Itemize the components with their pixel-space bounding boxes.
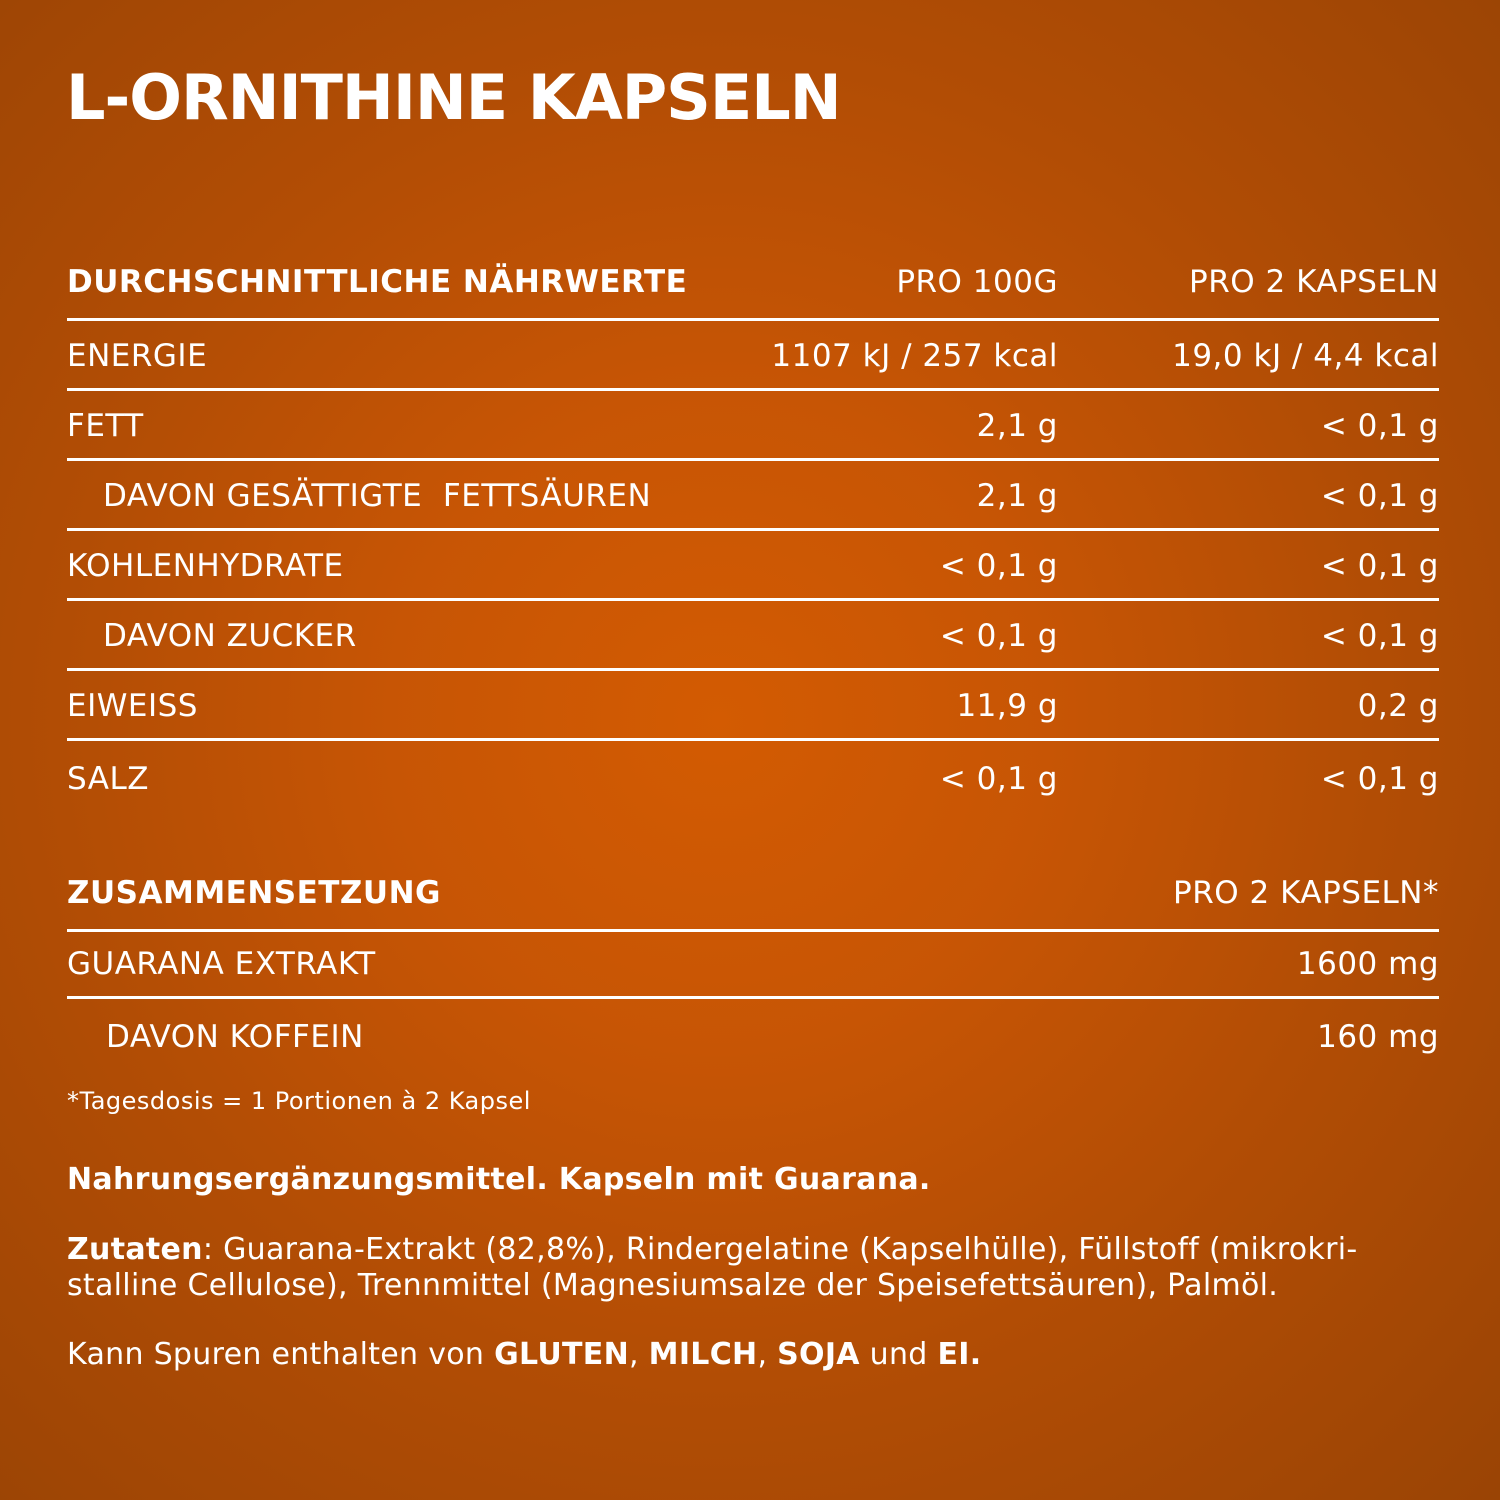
table-row	[67, 932, 1439, 999]
row-value-per-2-capsules: < 0,1 g	[1320, 761, 1439, 797]
row-label: SALZ	[67, 761, 149, 797]
row-value-per-2-capsules: < 0,1 g	[1320, 618, 1439, 654]
nutrition-header-per-2-capsules: PRO 2 KAPSELN	[1189, 264, 1439, 300]
allergen-notice	[67, 1337, 1439, 1373]
row-label: ENERGIE	[67, 338, 208, 374]
nutrition-table	[67, 251, 1439, 811]
ingredients-text: : Guarana-Extrakt (82,8%), Rindergelatine (Kapselhülle), Füllstoff (mikrokri-stalline Cellulose), Trennmittel (Magnesiumsalze der Speisefettsäuren), Palmöl.	[67, 1232, 1358, 1303]
row-value-per-2-capsules: < 0,1 g	[1320, 548, 1439, 584]
allergen-milk: MILCH	[648, 1337, 758, 1372]
row-value-per-2-capsules: < 0,1 g	[1320, 408, 1439, 444]
nutrition-header-label: DURCHSCHNITTLICHE NÄHRWERTE	[67, 264, 688, 300]
row-value-per-100g: < 0,1 g	[939, 761, 1058, 797]
row-value: 160 mg	[1317, 1019, 1439, 1055]
row-label: KOHLENHYDRATE	[67, 548, 344, 584]
table-row	[67, 601, 1439, 671]
allergen-period: .	[969, 1337, 982, 1372]
allergen-egg: EI	[937, 1337, 970, 1372]
row-label: DAVON GESÄTTIGTE FETTSÄUREN	[103, 478, 652, 514]
allergen-gluten: GLUTEN	[494, 1337, 629, 1372]
table-row	[67, 999, 1439, 1069]
nutrition-header-per-100g: PRO 100G	[896, 264, 1058, 300]
composition-table	[67, 862, 1439, 1069]
ingredients-paragraph	[67, 1232, 1439, 1304]
row-value-per-100g: 2,1 g	[976, 408, 1058, 444]
row-value: 1600 mg	[1296, 946, 1439, 982]
row-label: EIWEISS	[67, 688, 198, 724]
composition-header-label: ZUSAMMENSETZUNG	[67, 875, 441, 911]
allergen-separator: ,	[757, 1337, 778, 1372]
daily-dose-footnote: *Tagesdosis = 1 Portionen à 2 Kapsel	[67, 1087, 531, 1115]
table-row	[67, 741, 1439, 811]
row-value-per-100g: < 0,1 g	[939, 618, 1058, 654]
row-label: GUARANA EXTRAKT	[67, 946, 376, 982]
composition-header-per-2-capsules: PRO 2 KAPSELN*	[1173, 875, 1439, 911]
row-value-per-100g: < 0,1 g	[939, 548, 1058, 584]
table-row	[67, 321, 1439, 391]
allergen-conjunction: und	[859, 1337, 938, 1372]
allergen-prefix: Kann Spuren enthalten von	[67, 1337, 495, 1372]
row-value-per-100g: 2,1 g	[976, 478, 1058, 514]
table-row	[67, 671, 1439, 741]
allergen-soy: SOJA	[777, 1337, 860, 1372]
composition-header-row	[67, 862, 1439, 932]
row-value-per-2-capsules: < 0,1 g	[1320, 478, 1439, 514]
row-value-per-2-capsules: 19,0 kJ / 4,4 kcal	[1172, 338, 1439, 374]
product-type: Nahrungsergänzungsmittel. Kapseln mit Guarana.	[67, 1162, 931, 1197]
row-label: DAVON ZUCKER	[103, 618, 357, 654]
row-label: DAVON KOFFEIN	[106, 1019, 364, 1055]
row-label: FETT	[67, 408, 144, 444]
row-value-per-100g: 11,9 g	[956, 688, 1058, 724]
row-value-per-100g: 1107 kJ / 257 kcal	[771, 338, 1058, 374]
ingredients-label: Zutaten	[67, 1232, 203, 1267]
row-value-per-2-capsules: 0,2 g	[1357, 688, 1439, 724]
table-row	[67, 391, 1439, 461]
nutrition-header-row	[67, 251, 1439, 321]
allergen-separator: ,	[628, 1337, 649, 1372]
page-title: L-ORNITHINE KAPSELN	[66, 61, 841, 134]
table-row	[67, 461, 1439, 531]
table-row	[67, 531, 1439, 601]
